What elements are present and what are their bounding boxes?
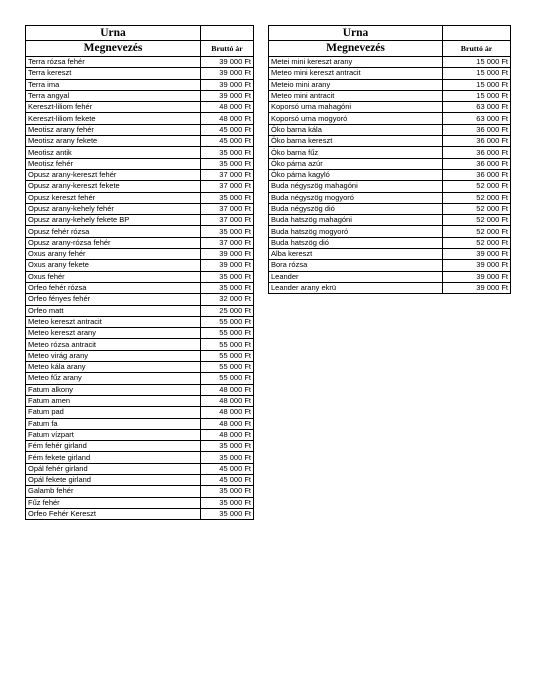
product-name-cell: Öko barna fűz [269, 147, 443, 158]
price-cell: 52 000 Ft [443, 192, 511, 203]
table-row [26, 474, 254, 485]
product-name-cell: Meotisz fehér [26, 158, 201, 169]
column-header-name: Megnevezés [269, 41, 443, 57]
product-name-cell: Meteo mini antracit [269, 90, 443, 101]
product-name-cell: Bora rózsa [269, 260, 443, 271]
price-cell: 48 000 Ft [201, 429, 254, 440]
price-cell: 15 000 Ft [443, 90, 511, 101]
price-cell: 45 000 Ft [201, 124, 254, 135]
product-name-cell: Buda négyszög dió [269, 203, 443, 214]
product-name-cell: Buda hatszög mogyoró [269, 226, 443, 237]
table-title-blank-cell [201, 26, 254, 41]
table-row [26, 192, 254, 203]
product-name-cell: Buda hatszög mahagóni [269, 215, 443, 226]
product-name-cell: Opusz kereszt fehér [26, 192, 201, 203]
table-row [269, 215, 511, 226]
price-cell: 35 000 Ft [201, 192, 254, 203]
table-row [269, 203, 511, 214]
table-row [269, 158, 511, 169]
price-cell: 45 000 Ft [201, 474, 254, 485]
product-name-cell: Terra kereszt [26, 68, 201, 79]
table-row [26, 158, 254, 169]
product-name-cell: Meteo fűz arany [26, 373, 201, 384]
price-cell: 36 000 Ft [443, 158, 511, 169]
table-row [26, 486, 254, 497]
table-row [269, 181, 511, 192]
table-title-row [269, 26, 511, 41]
price-cell: 39 000 Ft [201, 79, 254, 90]
price-cell: 52 000 Ft [443, 181, 511, 192]
table-row [269, 57, 511, 68]
price-cell: 55 000 Ft [201, 339, 254, 350]
product-name-cell: Terra rózsa fehér [26, 57, 201, 68]
table-row [26, 102, 254, 113]
price-cell: 39 000 Ft [201, 68, 254, 79]
price-cell: 35 000 Ft [201, 271, 254, 282]
table-row [269, 192, 511, 203]
product-name-cell: Orfeo Fehér Kereszt [26, 508, 201, 519]
product-name-cell: Opusz arany-kereszt fekete [26, 181, 201, 192]
left-table-body [26, 57, 254, 520]
product-name-cell: Koporsó urna mogyoró [269, 113, 443, 124]
table-row [26, 79, 254, 90]
product-name-cell: Orfeo fényes fehér [26, 294, 201, 305]
column-header-price: Bruttó ár [201, 41, 254, 57]
price-cell: 37 000 Ft [201, 169, 254, 180]
table-row [269, 237, 511, 248]
product-name-cell: Oxus arany fekete [26, 260, 201, 271]
price-cell: 48 000 Ft [201, 384, 254, 395]
price-cell: 39 000 Ft [443, 260, 511, 271]
table-row [26, 260, 254, 271]
price-cell: 39 000 Ft [201, 260, 254, 271]
product-name-cell: Meotisz arany fekete [26, 136, 201, 147]
price-cell: 48 000 Ft [201, 113, 254, 124]
table-row [26, 124, 254, 135]
product-name-cell: Opál fekete girland [26, 474, 201, 485]
price-cell: 15 000 Ft [443, 79, 511, 90]
price-cell: 25 000 Ft [201, 305, 254, 316]
price-cell: 52 000 Ft [443, 215, 511, 226]
table-row [26, 136, 254, 147]
table-row [26, 226, 254, 237]
right-table-body [269, 57, 511, 294]
table-title: Urna [26, 26, 201, 41]
table-row [26, 169, 254, 180]
price-cell: 35 000 Ft [201, 282, 254, 293]
product-name-cell: Oxus fehér [26, 271, 201, 282]
table-row [26, 362, 254, 373]
table-row [269, 271, 511, 282]
table-row [26, 305, 254, 316]
table-title-row [26, 26, 254, 41]
table-row [26, 508, 254, 519]
left-price-table [25, 25, 254, 520]
price-cell: 52 000 Ft [443, 203, 511, 214]
product-name-cell: Fatum vízpart [26, 429, 201, 440]
price-cell: 52 000 Ft [443, 226, 511, 237]
product-name-cell: Leander [269, 271, 443, 282]
product-name-cell: Öko barna kereszt [269, 136, 443, 147]
price-cell: 37 000 Ft [201, 181, 254, 192]
price-cell: 48 000 Ft [201, 395, 254, 406]
table-row [269, 113, 511, 124]
price-cell: 35 000 Ft [201, 497, 254, 508]
product-name-cell: Orfeo fehér rózsa [26, 282, 201, 293]
price-cell: 39 000 Ft [201, 90, 254, 101]
product-name-cell: Meteo kála arany [26, 362, 201, 373]
price-cell: 45 000 Ft [201, 136, 254, 147]
product-name-cell: Buda négyszög mogyoró [269, 192, 443, 203]
table-row [26, 294, 254, 305]
product-name-cell: Fém fekete girland [26, 452, 201, 463]
product-name-cell: Öko párna azúr [269, 158, 443, 169]
product-name-cell: Meteo kereszt arany [26, 328, 201, 339]
product-name-cell: Meteo mini kereszt antracit [269, 68, 443, 79]
price-cell: 36 000 Ft [443, 169, 511, 180]
price-cell: 35 000 Ft [201, 508, 254, 519]
price-cell: 63 000 Ft [443, 113, 511, 124]
table-row [26, 90, 254, 101]
product-name-cell: Buda négyszög mahagóni [269, 181, 443, 192]
price-cell: 39 000 Ft [201, 249, 254, 260]
price-cell: 36 000 Ft [443, 136, 511, 147]
price-cell: 55 000 Ft [201, 316, 254, 327]
table-row [26, 57, 254, 68]
table-row [26, 316, 254, 327]
table-row [26, 463, 254, 474]
product-name-cell: Opusz fehér rózsa [26, 226, 201, 237]
product-name-cell: Kereszt-liliom fehér [26, 102, 201, 113]
table-row [269, 147, 511, 158]
table-row [26, 181, 254, 192]
table-row [269, 68, 511, 79]
product-name-cell: Öko párna kagyló [269, 169, 443, 180]
table-row [269, 102, 511, 113]
price-cell: 32 000 Ft [201, 294, 254, 305]
price-cell: 48 000 Ft [201, 102, 254, 113]
table-row [26, 271, 254, 282]
price-cell: 35 000 Ft [201, 452, 254, 463]
product-name-cell: Opusz arany-kereszt fehér [26, 169, 201, 180]
product-name-cell: Meteo virág arany [26, 350, 201, 361]
table-row [269, 79, 511, 90]
table-row [269, 136, 511, 147]
table-row [26, 113, 254, 124]
table-header-row [269, 41, 511, 57]
column-header-price: Bruttó ár [443, 41, 511, 57]
product-name-cell: Meotisz antik [26, 147, 201, 158]
product-name-cell: Fém fehér girland [26, 441, 201, 452]
price-cell: 35 000 Ft [201, 147, 254, 158]
table-row [26, 373, 254, 384]
product-name-cell: Fatum pad [26, 407, 201, 418]
price-cell: 36 000 Ft [443, 124, 511, 135]
table-row [26, 441, 254, 452]
table-row [269, 90, 511, 101]
product-name-cell: Opusz arany-kehely fekete BP [26, 215, 201, 226]
product-name-cell: Metei mini kereszt arany [269, 57, 443, 68]
price-cell: 37 000 Ft [201, 215, 254, 226]
table-row [26, 147, 254, 158]
table-header-row [26, 41, 254, 57]
table-row [26, 282, 254, 293]
price-cell: 35 000 Ft [201, 441, 254, 452]
table-row [269, 169, 511, 180]
price-cell: 63 000 Ft [443, 102, 511, 113]
product-name-cell: Fatum amen [26, 395, 201, 406]
price-cell: 55 000 Ft [201, 350, 254, 361]
table-row [26, 249, 254, 260]
price-cell: 36 000 Ft [443, 147, 511, 158]
table-row [26, 68, 254, 79]
product-name-cell: Opál fehér girland [26, 463, 201, 474]
table-row [26, 395, 254, 406]
product-name-cell: Buda hatszög dió [269, 237, 443, 248]
price-cell: 35 000 Ft [201, 486, 254, 497]
table-row [26, 497, 254, 508]
product-name-cell: Meteo rózsa antracit [26, 339, 201, 350]
product-name-cell: Leander arany ekrü [269, 282, 443, 293]
table-row [26, 429, 254, 440]
price-cell: 37 000 Ft [201, 237, 254, 248]
table-row [269, 260, 511, 271]
right-price-table [268, 25, 511, 294]
column-header-name: Megnevezés [26, 41, 201, 57]
price-cell: 45 000 Ft [201, 463, 254, 474]
price-cell: 55 000 Ft [201, 373, 254, 384]
product-name-cell: Opusz arany-rózsa fehér [26, 237, 201, 248]
price-cell: 39 000 Ft [443, 271, 511, 282]
price-cell: 35 000 Ft [201, 226, 254, 237]
price-cell: 52 000 Ft [443, 237, 511, 248]
table-row [26, 237, 254, 248]
product-name-cell: Meteo kereszt antracit [26, 316, 201, 327]
table-row [269, 249, 511, 260]
product-name-cell: Kereszt-liliom fekete [26, 113, 201, 124]
product-name-cell: Oxus arany fehér [26, 249, 201, 260]
product-name-cell: Meteio mini arany [269, 79, 443, 90]
price-cell: 39 000 Ft [443, 249, 511, 260]
price-cell: 55 000 Ft [201, 362, 254, 373]
price-cell: 35 000 Ft [201, 158, 254, 169]
table-row [26, 384, 254, 395]
table-row [269, 282, 511, 293]
product-name-cell: Koporsó urna mahagóni [269, 102, 443, 113]
product-name-cell: Fatum alkony [26, 384, 201, 395]
table-row [269, 226, 511, 237]
table-title: Urna [269, 26, 443, 41]
product-name-cell: Meotisz arany fehér [26, 124, 201, 135]
table-row [269, 124, 511, 135]
table-row [26, 407, 254, 418]
table-row [26, 452, 254, 463]
product-name-cell: Terra angyal [26, 90, 201, 101]
price-cell: 48 000 Ft [201, 407, 254, 418]
price-cell: 37 000 Ft [201, 203, 254, 214]
price-cell: 15 000 Ft [443, 68, 511, 79]
product-name-cell: Fűz fehér [26, 497, 201, 508]
table-row [26, 328, 254, 339]
price-cell: 55 000 Ft [201, 328, 254, 339]
table-row [26, 203, 254, 214]
product-name-cell: Opusz arany-kehely fehér [26, 203, 201, 214]
price-cell: 15 000 Ft [443, 57, 511, 68]
product-name-cell: Öko barna kála [269, 124, 443, 135]
table-row [26, 215, 254, 226]
product-name-cell: Fatum fa [26, 418, 201, 429]
table-row [26, 418, 254, 429]
price-cell: 39 000 Ft [201, 57, 254, 68]
product-name-cell: Galamb fehér [26, 486, 201, 497]
table-row [26, 350, 254, 361]
price-cell: 39 000 Ft [443, 282, 511, 293]
table-title-blank-cell [443, 26, 511, 41]
price-cell: 48 000 Ft [201, 418, 254, 429]
table-row [26, 339, 254, 350]
product-name-cell: Alba kereszt [269, 249, 443, 260]
product-name-cell: Terra ima [26, 79, 201, 90]
product-name-cell: Orfeo matt [26, 305, 201, 316]
